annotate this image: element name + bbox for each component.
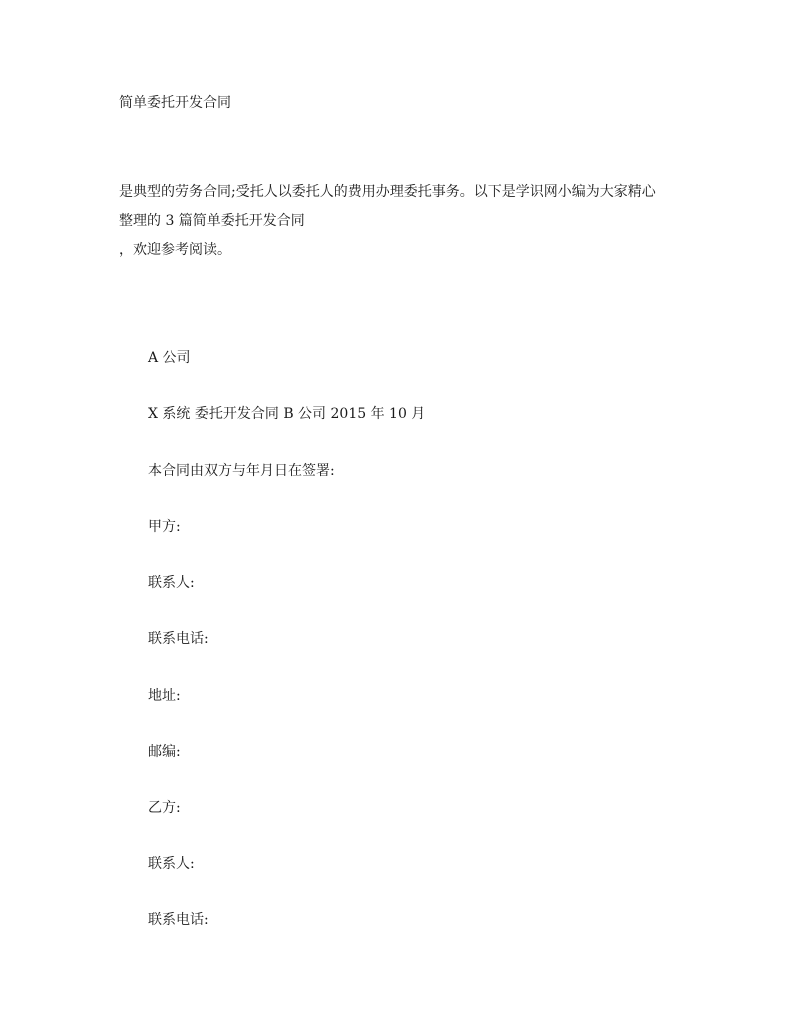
party-b-label: 乙方: bbox=[148, 800, 181, 816]
contract-heading: X 系统 委托开发合同 B 公司 2015 年 10 月 bbox=[148, 406, 426, 422]
party-a-company: A 公司 bbox=[148, 350, 191, 366]
party-a-postcode-label: 邮编: bbox=[148, 744, 181, 760]
intro-line-2: 整理的 3 篇简单委托开发合同 bbox=[119, 213, 305, 229]
document-title: 简单委托开发合同 bbox=[119, 95, 231, 111]
party-b-phone-label: 联系电话: bbox=[148, 912, 209, 928]
party-a-label: 甲方: bbox=[148, 519, 181, 535]
party-b-contact-label: 联系人: bbox=[148, 856, 195, 872]
party-a-phone-label: 联系电话: bbox=[148, 631, 209, 647]
party-a-contact-label: 联系人: bbox=[148, 575, 195, 591]
party-a-address-label: 地址: bbox=[148, 688, 181, 704]
signing-statement: 本合同由双方与年月日在签署: bbox=[148, 463, 335, 479]
intro-line-1: 是典型的劳务合同;受托人以委托人的费用办理委托事务。以下是学识网小编为大家精心 bbox=[119, 184, 656, 200]
intro-line-3: ，欢迎参考阅读。 bbox=[119, 242, 231, 258]
